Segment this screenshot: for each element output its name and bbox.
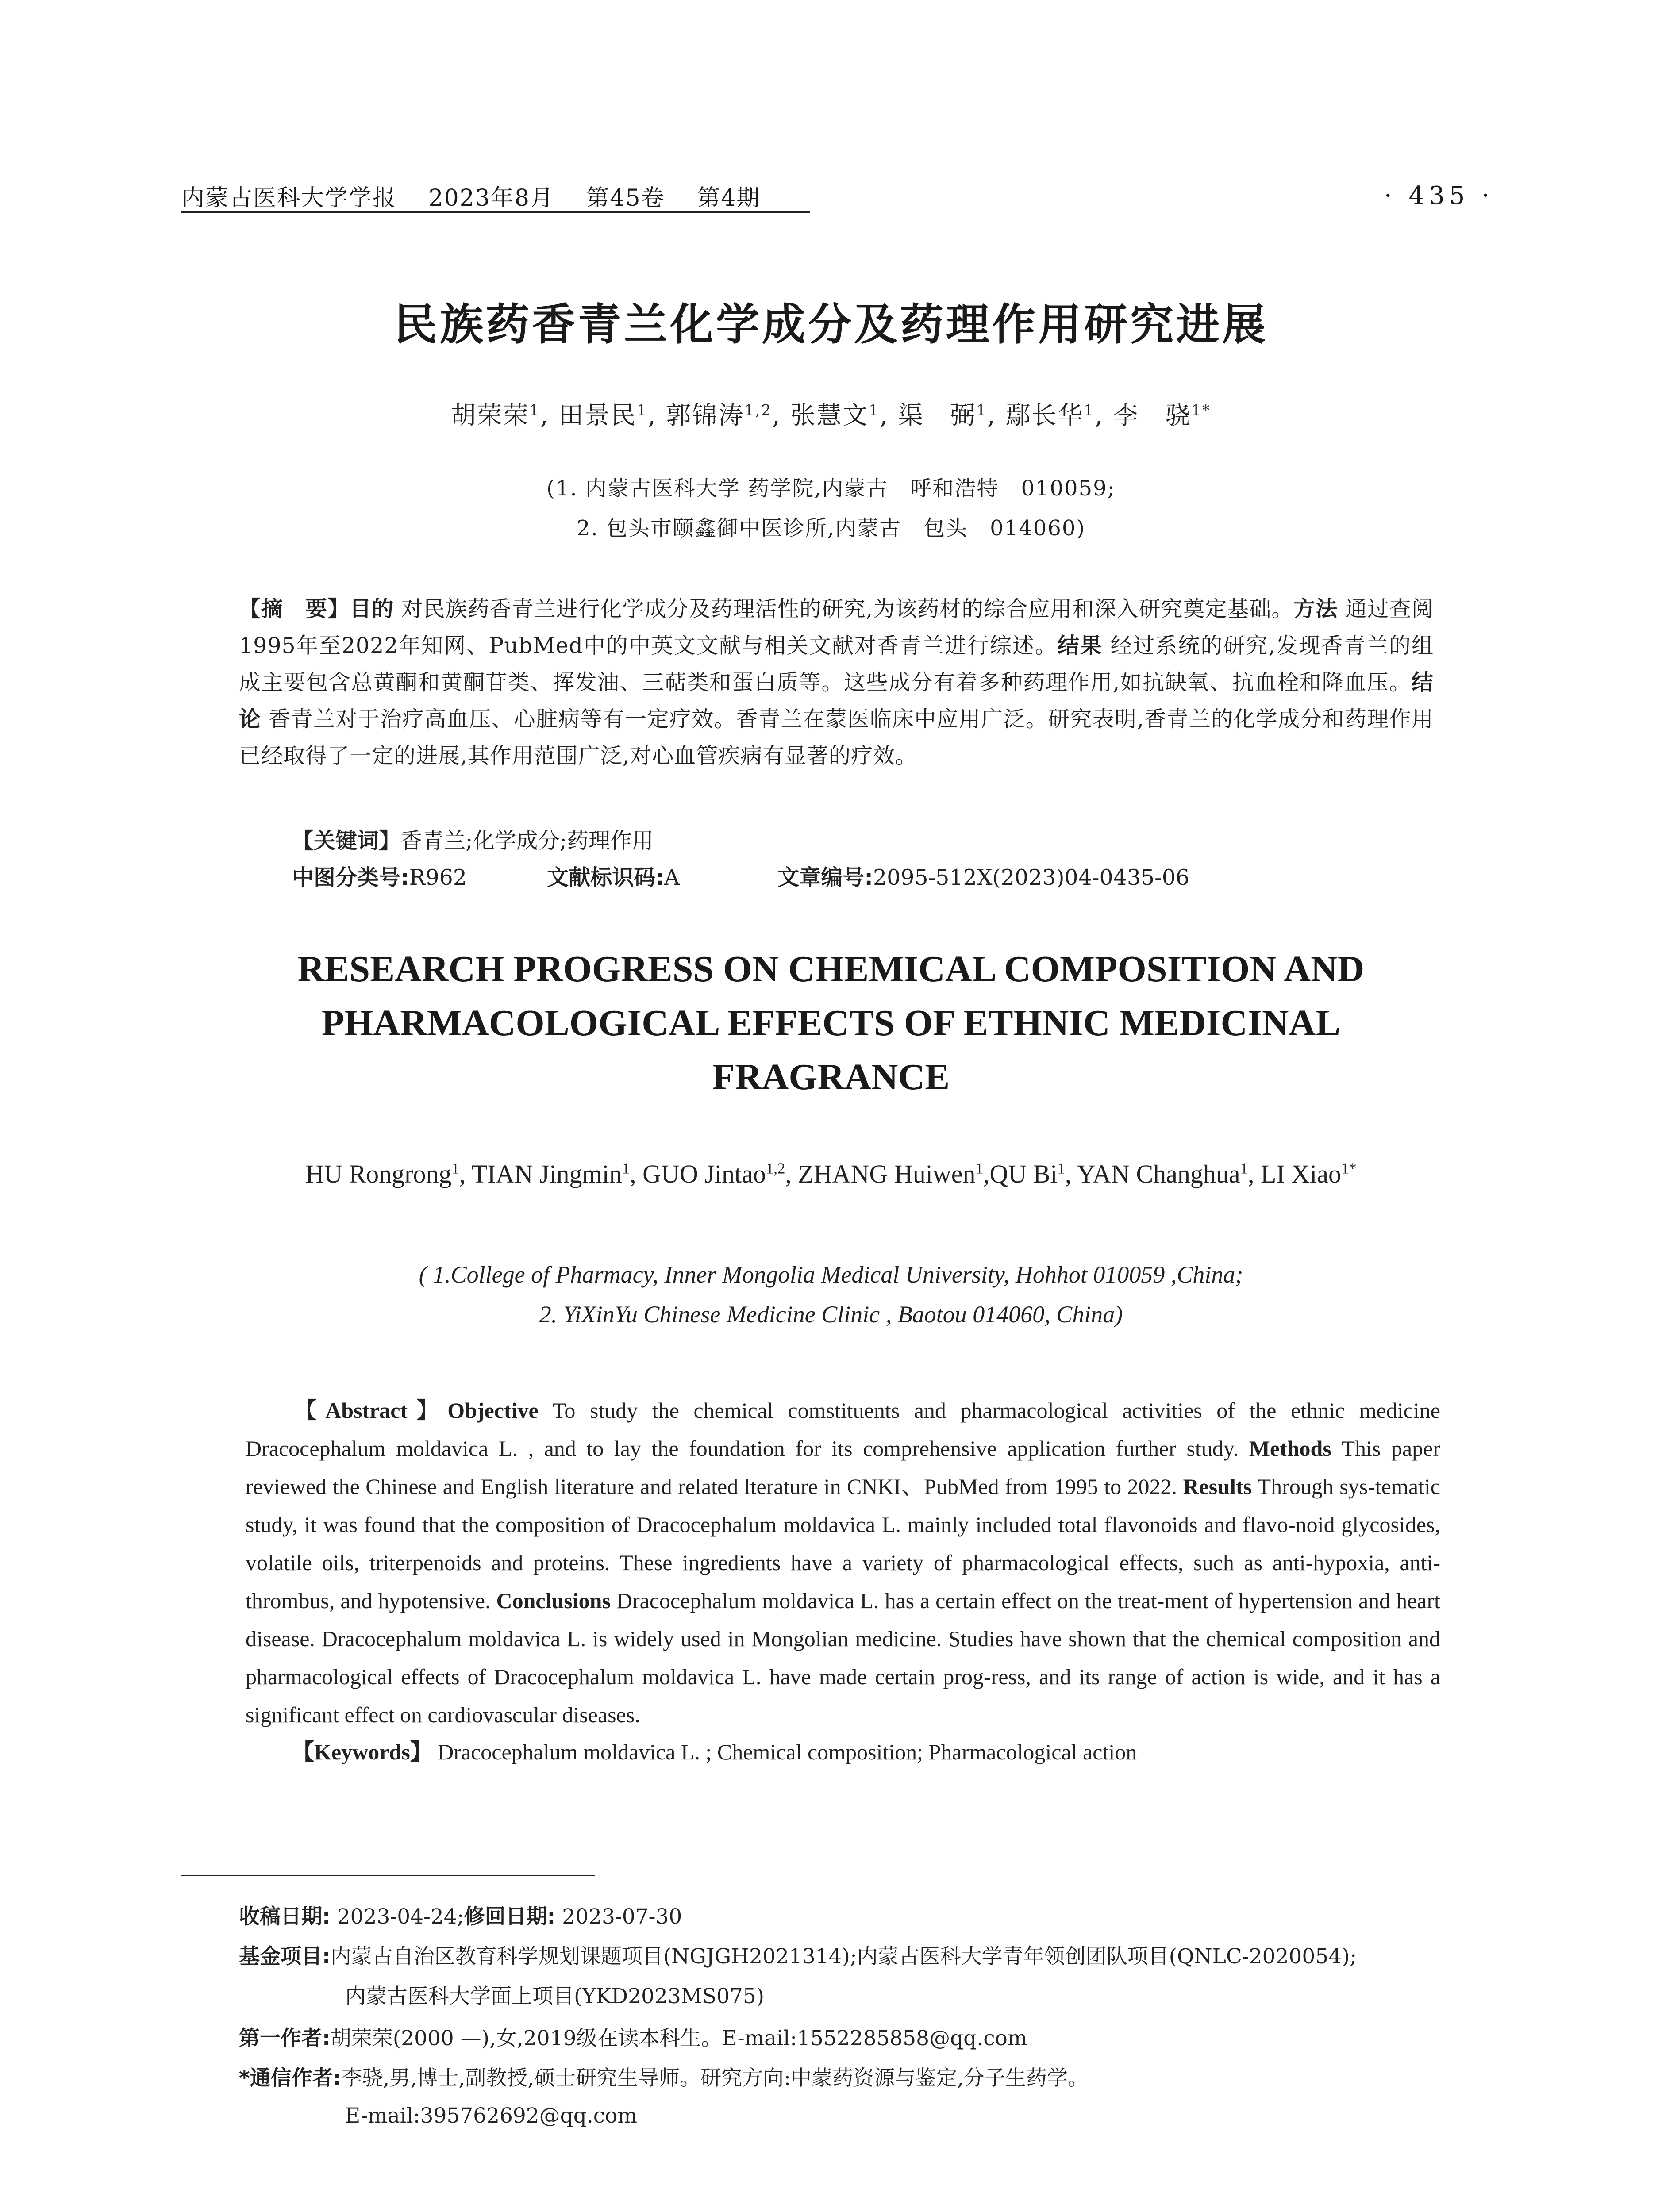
affiliation-en-2: 2. YiXinYu Chinese Medicine Clinic , Baotou 014060, China) [539, 1301, 1123, 1328]
author-cn-separator: , [1094, 401, 1104, 430]
methods-en-label: Methods [1249, 1436, 1331, 1461]
article-no-value: 2095-512X(2023)04-0435-06 [873, 865, 1190, 890]
author-cn-name: 胡荣荣 [451, 401, 530, 430]
results-en-label: Results [1183, 1474, 1252, 1499]
author-en-name: HU Rongrong [305, 1160, 452, 1188]
keywords-cn-text: 香青兰;化学成分;药理作用 [400, 828, 654, 853]
abstract-cn-label: 【摘 要】 [239, 596, 350, 622]
author-en-name: YAN Changhua [1077, 1160, 1240, 1188]
author-en-name: TIAN Jingmin [471, 1160, 622, 1188]
title-en-line: RESEARCH PROGRESS ON CHEMICAL COMPOSITION AND [297, 949, 1365, 990]
fund-info [239, 1940, 1522, 1970]
classification-row [292, 860, 1189, 891]
objective-cn-text: 对民族药香青兰进行化学成分及药理活性的研究,为该药材的综合应用和深入研究奠定基础。 [394, 596, 1294, 622]
results-cn-text: 经过系统的研究,发现香青兰的组成主要包含总黄酮和黄酮苷类、挥发油、三萜类和蛋白质等。这些成分有着多种药理作用,如抗缺氧、抗血栓和降血压。 [239, 633, 1434, 695]
running-header [181, 179, 760, 212]
clc-label: 中图分类号: [292, 865, 409, 890]
revised-value: 2023-07-30 [555, 1905, 682, 1929]
abstract-en-label: 【Abstract】 [285, 1398, 448, 1423]
corresponding-author-info [239, 2062, 1522, 2091]
keywords-en-label: 【Keywords】 [292, 1740, 432, 1764]
author-cn-name: 张慧文 [790, 401, 869, 430]
author-en-name: GUO Jintao [642, 1160, 766, 1188]
title-en-line: PHARMACOLOGICAL EFFECTS OF ETHNIC MEDICINAL [321, 1002, 1341, 1044]
methods-cn-label: 方法 [1293, 596, 1338, 622]
affiliation-en-1: ( 1.College of Pharmacy, Inner Mongolia Medical University, Hohhot 010059 ,China; [419, 1261, 1243, 1288]
volume: 第45卷 [586, 185, 665, 211]
doc-code-label: 文献标识码: [547, 865, 664, 890]
author-en-separator: , [983, 1160, 990, 1188]
objective-en-text: To study the chemical comstituents and pharmacological activities of the ethnic medicine Dracocephalum moldavica L. , and to lay the foundation for its comprehensive application further study. [246, 1398, 1440, 1461]
author-en-separator: , [1065, 1160, 1077, 1188]
keywords-en [292, 1734, 1443, 1766]
author-cn-affil-marker: 1 [976, 401, 987, 419]
keywords-en-text: Dracocephalum moldavica L. ; Chemical composition; Pharmacological action [432, 1740, 1137, 1764]
keywords-cn [292, 824, 654, 855]
author-cn-name: 鄢长华 [1005, 401, 1084, 430]
author-en-affil-marker: 1 [1057, 1160, 1065, 1177]
conclusions-en-label: Conclusions [496, 1588, 611, 1613]
corresponding-email: E-mail:395762692@qq.com [345, 2104, 637, 2128]
author-cn-affil-marker: 1 [1084, 401, 1095, 419]
author-cn-separator: , [772, 401, 781, 430]
footnote-rule [181, 1875, 595, 1876]
first-author-label: 第一作者: [239, 2026, 331, 2051]
affiliation-cn-2: 2. 包头市颐鑫御中医诊所,内蒙古 包头 014060) [576, 516, 1086, 541]
article-no-label: 文章编号: [777, 865, 873, 890]
author-en-affil-marker: 1,2 [766, 1160, 785, 1177]
fund-line-1: 内蒙古自治区教育科学规划课题项目(NGJGH2021314);内蒙古医科大学青年领创团队项目(QNLC-2020054); [330, 1944, 1357, 1969]
title-cn: 民族药香青兰化学成分及药理作用研究进展 [393, 300, 1268, 350]
author-en-separator: , [1248, 1160, 1261, 1188]
author-en-separator: , [630, 1160, 643, 1188]
issue-date: 2023年8月 [428, 185, 554, 211]
methods-cn-text: 通过查阅1995年至2022年知网、PubMed中的中英文文献与相关文献对香青兰进行综述。 [239, 596, 1434, 658]
keywords-cn-label: 【关键词】 [292, 828, 401, 853]
author-cn-name: 田景民 [558, 401, 637, 430]
title-en-line: FRAGRANCE [712, 1056, 950, 1098]
conclusions-cn-text: 香青兰对于治疗高血压、心脏病等有一定疗效。香青兰在蒙医临床中应用广泛。研究表明,香青兰的化学成分和药理作用已经取得了一定的进展,其作用范围广泛,对心血管疾病有显著的疗效。 [239, 707, 1434, 768]
received-value: 2023-04-24; [330, 1905, 464, 1929]
abstract-en [246, 1391, 1440, 1734]
author-en-name: ZHANG Huiwen [798, 1160, 976, 1188]
author-en-affil-marker: 1 [1240, 1160, 1248, 1177]
author-cn-separator: , [987, 401, 996, 430]
methods-en-text: This paper reviewed the Chinese and English literature and related lterature in CNKI、PubMed from 1995 to 2022. [246, 1436, 1440, 1499]
author-en-affil-marker: 1* [1341, 1160, 1357, 1177]
journal-name: 内蒙古医科大学学报 [181, 185, 397, 211]
results-en-text: Through sys-tematic study, it was found that the composition of Dracocephalum moldavica L. mainly included total flavonoids and flavo-noid glycosides, volatile oils, triterpenoids and proteins. These ingredients have a variety of pharmacological effects, such as anti-hypoxia, anti-thrombus, and hypotensive. [246, 1474, 1440, 1613]
author-cn-separator: , [879, 401, 889, 430]
authors-cn [0, 396, 1662, 431]
author-cn-name: 渠 弼 [898, 401, 977, 430]
corresponding-label: *通信作者: [239, 2066, 342, 2090]
author-en-separator: , [785, 1160, 798, 1188]
author-cn-separator: , [647, 401, 657, 430]
first-author-text: 胡荣荣(2000 —),女,2019级在读本科生。E-mail:1552285858@qq.com [330, 2026, 1027, 2051]
author-en-affil-marker: 1 [975, 1160, 983, 1177]
author-en-name: LI Xiao [1261, 1160, 1342, 1188]
clc-value: R962 [409, 865, 467, 890]
first-author-info [239, 2022, 1522, 2051]
author-en-affil-marker: 1 [451, 1160, 459, 1177]
author-cn-affil-marker: 1 [529, 401, 540, 419]
abstract-cn [239, 591, 1434, 774]
author-cn-name: 李 骁 [1113, 401, 1192, 430]
author-cn-affil-marker: 1,2 [744, 401, 772, 419]
header-rule [181, 211, 810, 213]
corresponding-text: 李骁,男,博士,副教授,硕士研究生导师。研究方向:中蒙药资源与鉴定,分子生药学。 [341, 2066, 1089, 2090]
author-cn-affil-marker: 1 [869, 401, 880, 419]
revised-label: 修回日期: [464, 1905, 556, 1929]
objective-en-label: Objective [447, 1398, 539, 1423]
affiliation-cn-1: (1. 内蒙古医科大学 药学院,内蒙古 呼和浩特 010059; [546, 476, 1116, 501]
received-dates [239, 1900, 1522, 1930]
author-en-separator: , [459, 1160, 472, 1188]
objective-cn-label: 目的 [350, 596, 394, 622]
author-cn-name: 郭锦涛 [666, 401, 745, 430]
issue: 第4期 [697, 185, 761, 211]
results-cn-label: 结果 [1057, 633, 1103, 658]
author-en-affil-marker: 1 [622, 1160, 630, 1177]
page-number: · 435 · [1384, 181, 1494, 210]
title-en [0, 942, 1662, 1104]
fund-info-line-2: 内蒙古医科大学面上项目(YKD2023MS075) [345, 1984, 765, 2008]
conclusions-cn-label: 结论 [239, 670, 1434, 732]
fund-label: 基金项目: [239, 1944, 331, 1969]
author-en-name: QU Bi [989, 1160, 1058, 1188]
authors-en [0, 1159, 1662, 1189]
doc-code-value: A [664, 865, 680, 890]
author-cn-affil-marker: 1 [637, 401, 648, 419]
author-cn-separator: , [540, 401, 550, 430]
author-cn-affil-marker: 1* [1191, 401, 1211, 419]
received-label: 收稿日期: [239, 1905, 331, 1929]
conclusions-en-text: Dracocephalum moldavica L. has a certain effect on the treat-ment of hypertension and heart disease. Dracocephalum moldavica L. is widely used in Mongolian medicine. Studies have shown that the chemical composition and pharmacological effects of Dracocephalum moldavica L. have made certain prog-ress, and its range of action is wide, and it has a significant effect on cardiovascular diseases. [246, 1588, 1440, 1727]
